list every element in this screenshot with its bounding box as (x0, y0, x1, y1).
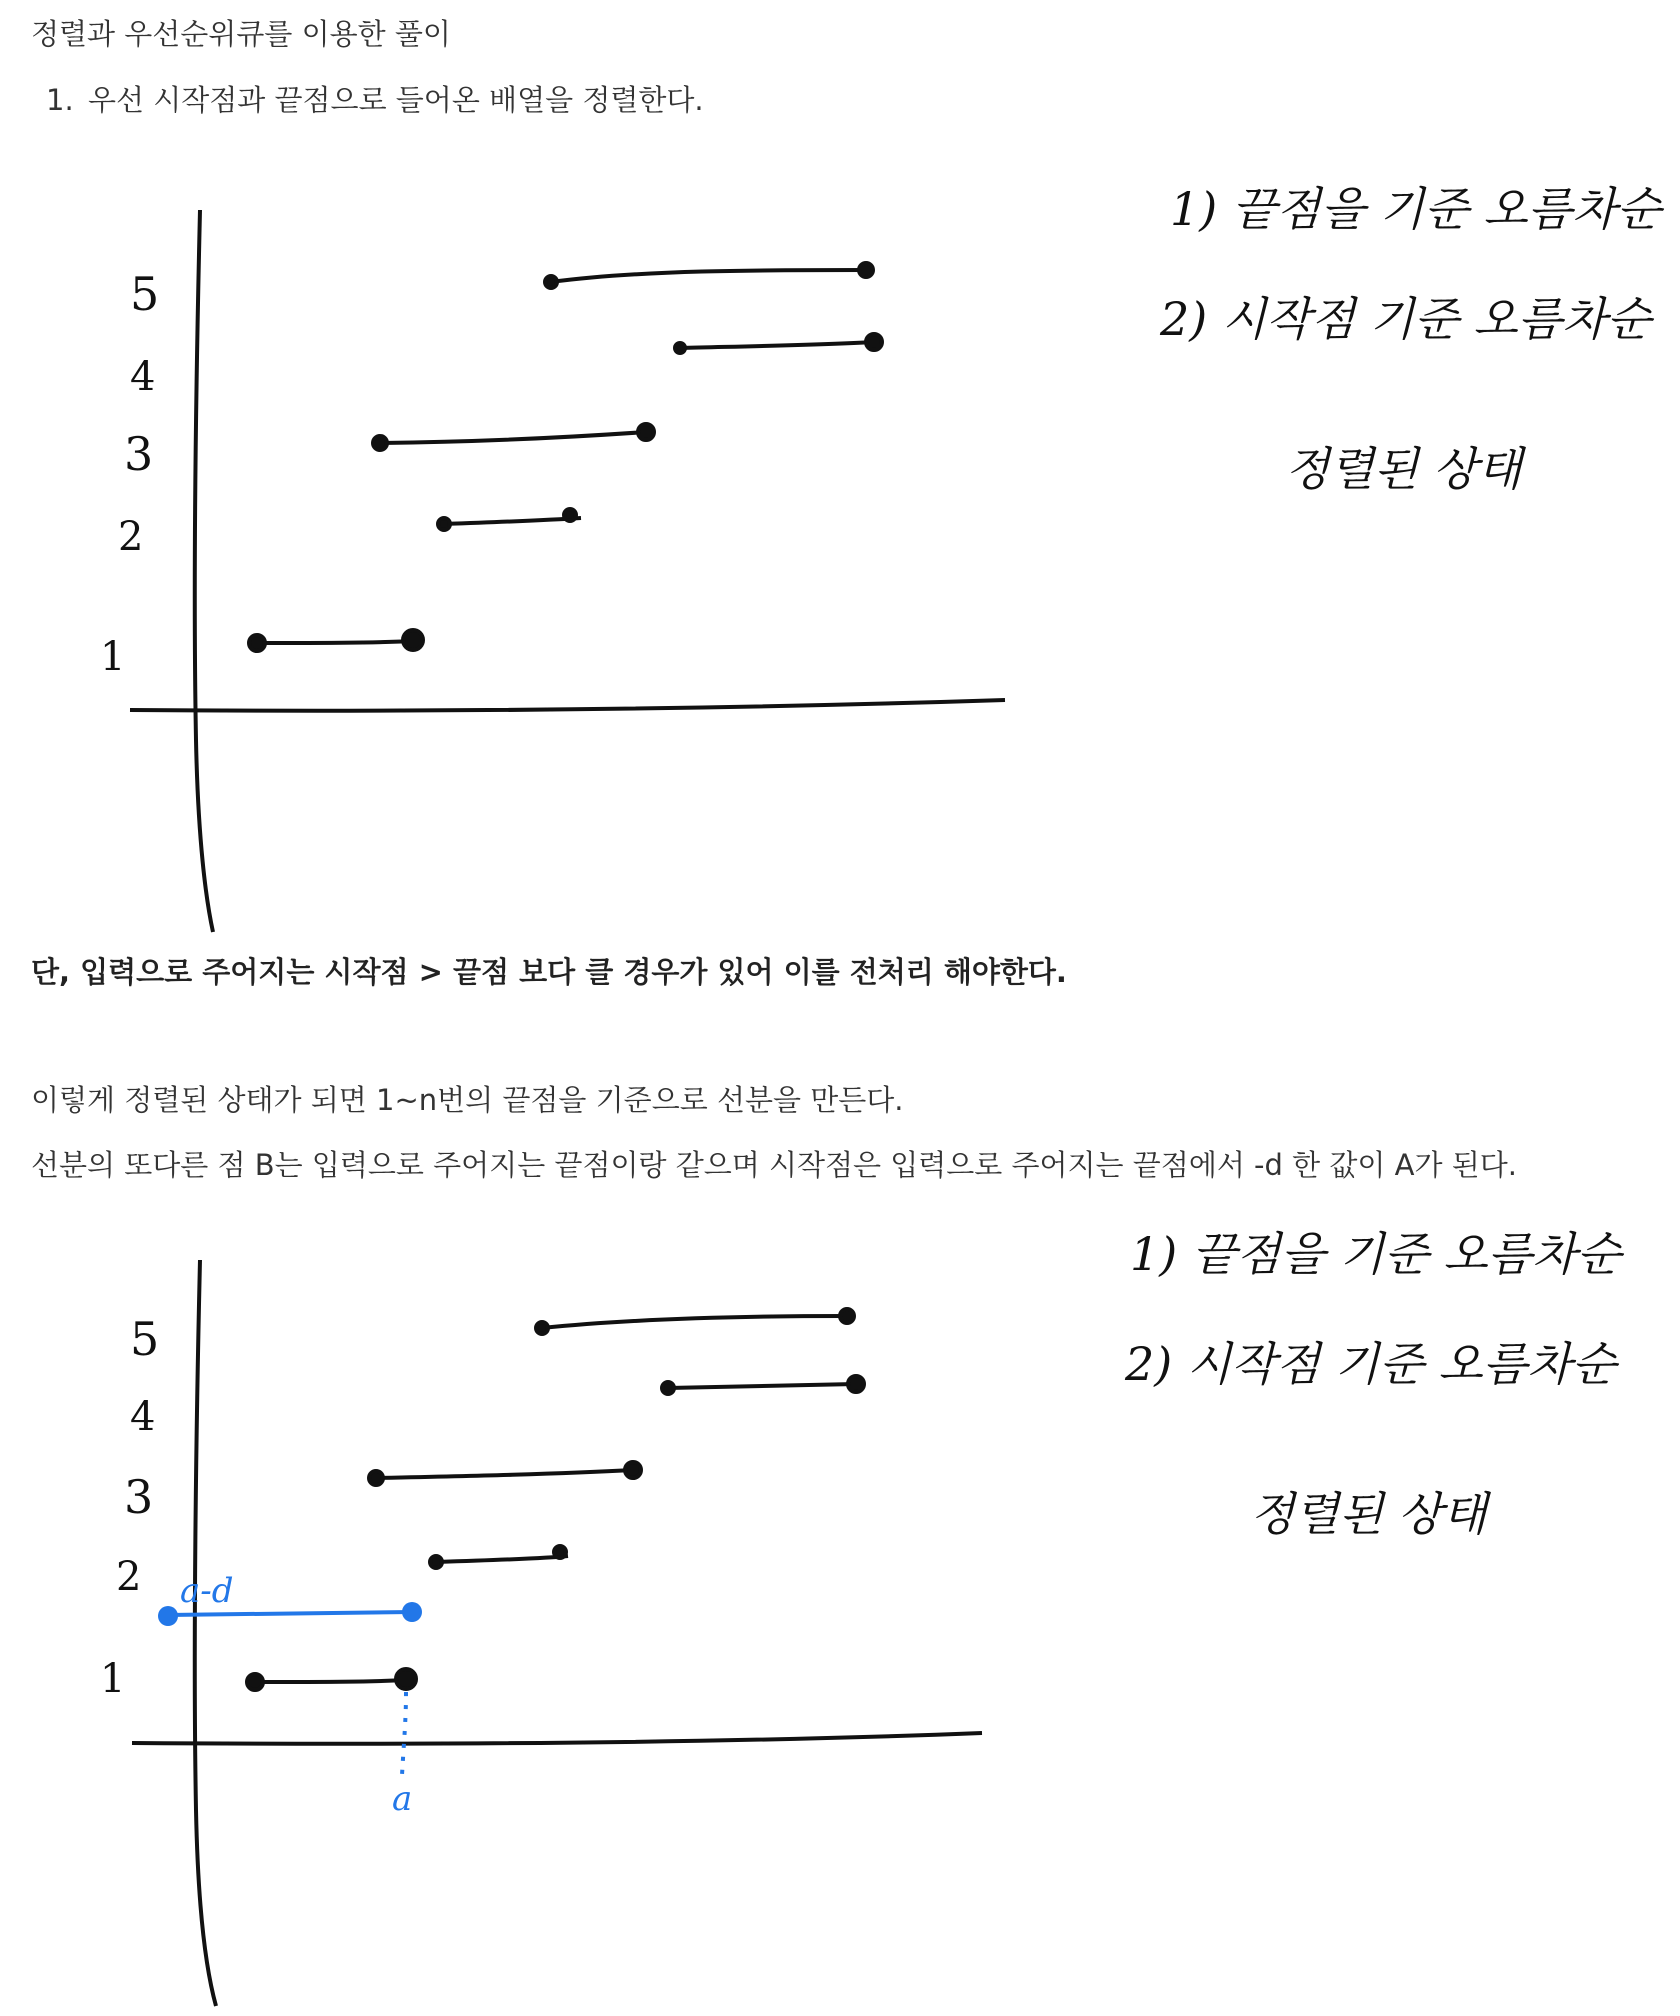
segment-4-start (662, 1382, 674, 1394)
segment-2-end (554, 1546, 566, 1558)
steps-list (46, 80, 704, 120)
segment-4 (680, 342, 874, 348)
segment-5-start (536, 1322, 548, 1334)
y-label-2: 2 (118, 514, 144, 560)
y-label-5: 5 (130, 1312, 160, 1366)
segment-5-end (859, 263, 873, 277)
segment-3 (376, 1470, 633, 1478)
blue-point-a (402, 1602, 422, 1622)
blue-point-a-minus-d (158, 1606, 178, 1626)
y-label-4: 4 (130, 354, 156, 400)
blue-dotted-guide (402, 1692, 406, 1775)
segment-1-end (396, 1669, 416, 1689)
segment-5 (551, 270, 866, 282)
segment-5-end (840, 1309, 854, 1323)
list-item (46, 80, 704, 120)
x-axis (132, 1733, 982, 1744)
segment-4-end (866, 334, 882, 350)
segment-3-end (638, 424, 654, 440)
figure-2-sketch (0, 1230, 1680, 2016)
segment-5-start (545, 276, 557, 288)
list-item-text: 우선 시작점과 끝점으로 들어온 배열을 정렬한다. (88, 83, 704, 117)
paragraph-1: 이렇게 정렬된 상태가 되면 1~n번의 끝점을 기준으로 선분을 만든다. (31, 1083, 904, 1117)
segment-4 (668, 1384, 856, 1388)
segment-2 (436, 1556, 568, 1562)
y-label-3: 3 (124, 427, 154, 481)
segment-1-start (247, 1674, 263, 1690)
y-label-2: 2 (116, 1554, 142, 1600)
segment-1 (255, 1680, 406, 1682)
paragraph-2: 선분의 또다른 점 B는 입력으로 주어지는 끝점이랑 같으며 시작점은 입력으로 주어지는 끝점에서 -d 한 값이 A가 된다. (31, 1148, 1517, 1182)
segment-2-start (438, 518, 450, 530)
segments (247, 1309, 864, 1690)
segment-3-end (625, 1462, 641, 1478)
label-a-minus-d: a-d (180, 1571, 234, 1611)
segment-3 (380, 432, 646, 443)
segment-1-end (403, 630, 423, 650)
segment-3-start (373, 436, 387, 450)
y-label-1: 1 (100, 634, 126, 680)
note-1: 1) 끝점을 기준 오름차순 (1170, 182, 1662, 236)
segment-2-end (564, 509, 576, 521)
y-label-1: 1 (100, 1656, 126, 1702)
note-2: 2) 시작점 기준 오름차순 (1160, 292, 1652, 346)
list-item-number: 1. (46, 83, 74, 117)
blue-annotation (158, 1571, 422, 1819)
intro-text: 정렬과 우선순위큐를 이용한 풀이 (31, 17, 451, 51)
segment-4-end (848, 1376, 864, 1392)
note-3: 정렬된 상태 (1250, 1487, 1487, 1541)
label-a: a (392, 1779, 413, 1819)
segment-1-start (249, 635, 265, 651)
note-1: 1) 끝점을 기준 오름차순 (1130, 1230, 1622, 1281)
note-3: 정렬된 상태 (1285, 442, 1522, 496)
y-label-3: 3 (124, 1470, 154, 1524)
y-label-4: 4 (130, 1394, 156, 1440)
y-axis (195, 210, 213, 932)
segment-3-start (369, 1471, 383, 1485)
segment-5 (542, 1316, 847, 1328)
segment-2 (444, 518, 581, 524)
x-axis (130, 700, 1005, 711)
figure-1-sketch (0, 180, 1680, 940)
blue-segment (168, 1612, 412, 1615)
segment-4-start (675, 343, 685, 353)
y-axis (195, 1260, 216, 2006)
note-bold-text: 단, 입력으로 주어지는 시작점 > 끝점 보다 클 경우가 있어 이를 전처리 해야한다. (31, 955, 1067, 989)
segment-1 (257, 641, 413, 643)
segments (249, 263, 882, 651)
note-2: 2) 시작점 기준 오름차순 (1125, 1337, 1617, 1391)
y-label-5: 5 (130, 267, 160, 321)
segment-2-start (430, 1556, 442, 1568)
